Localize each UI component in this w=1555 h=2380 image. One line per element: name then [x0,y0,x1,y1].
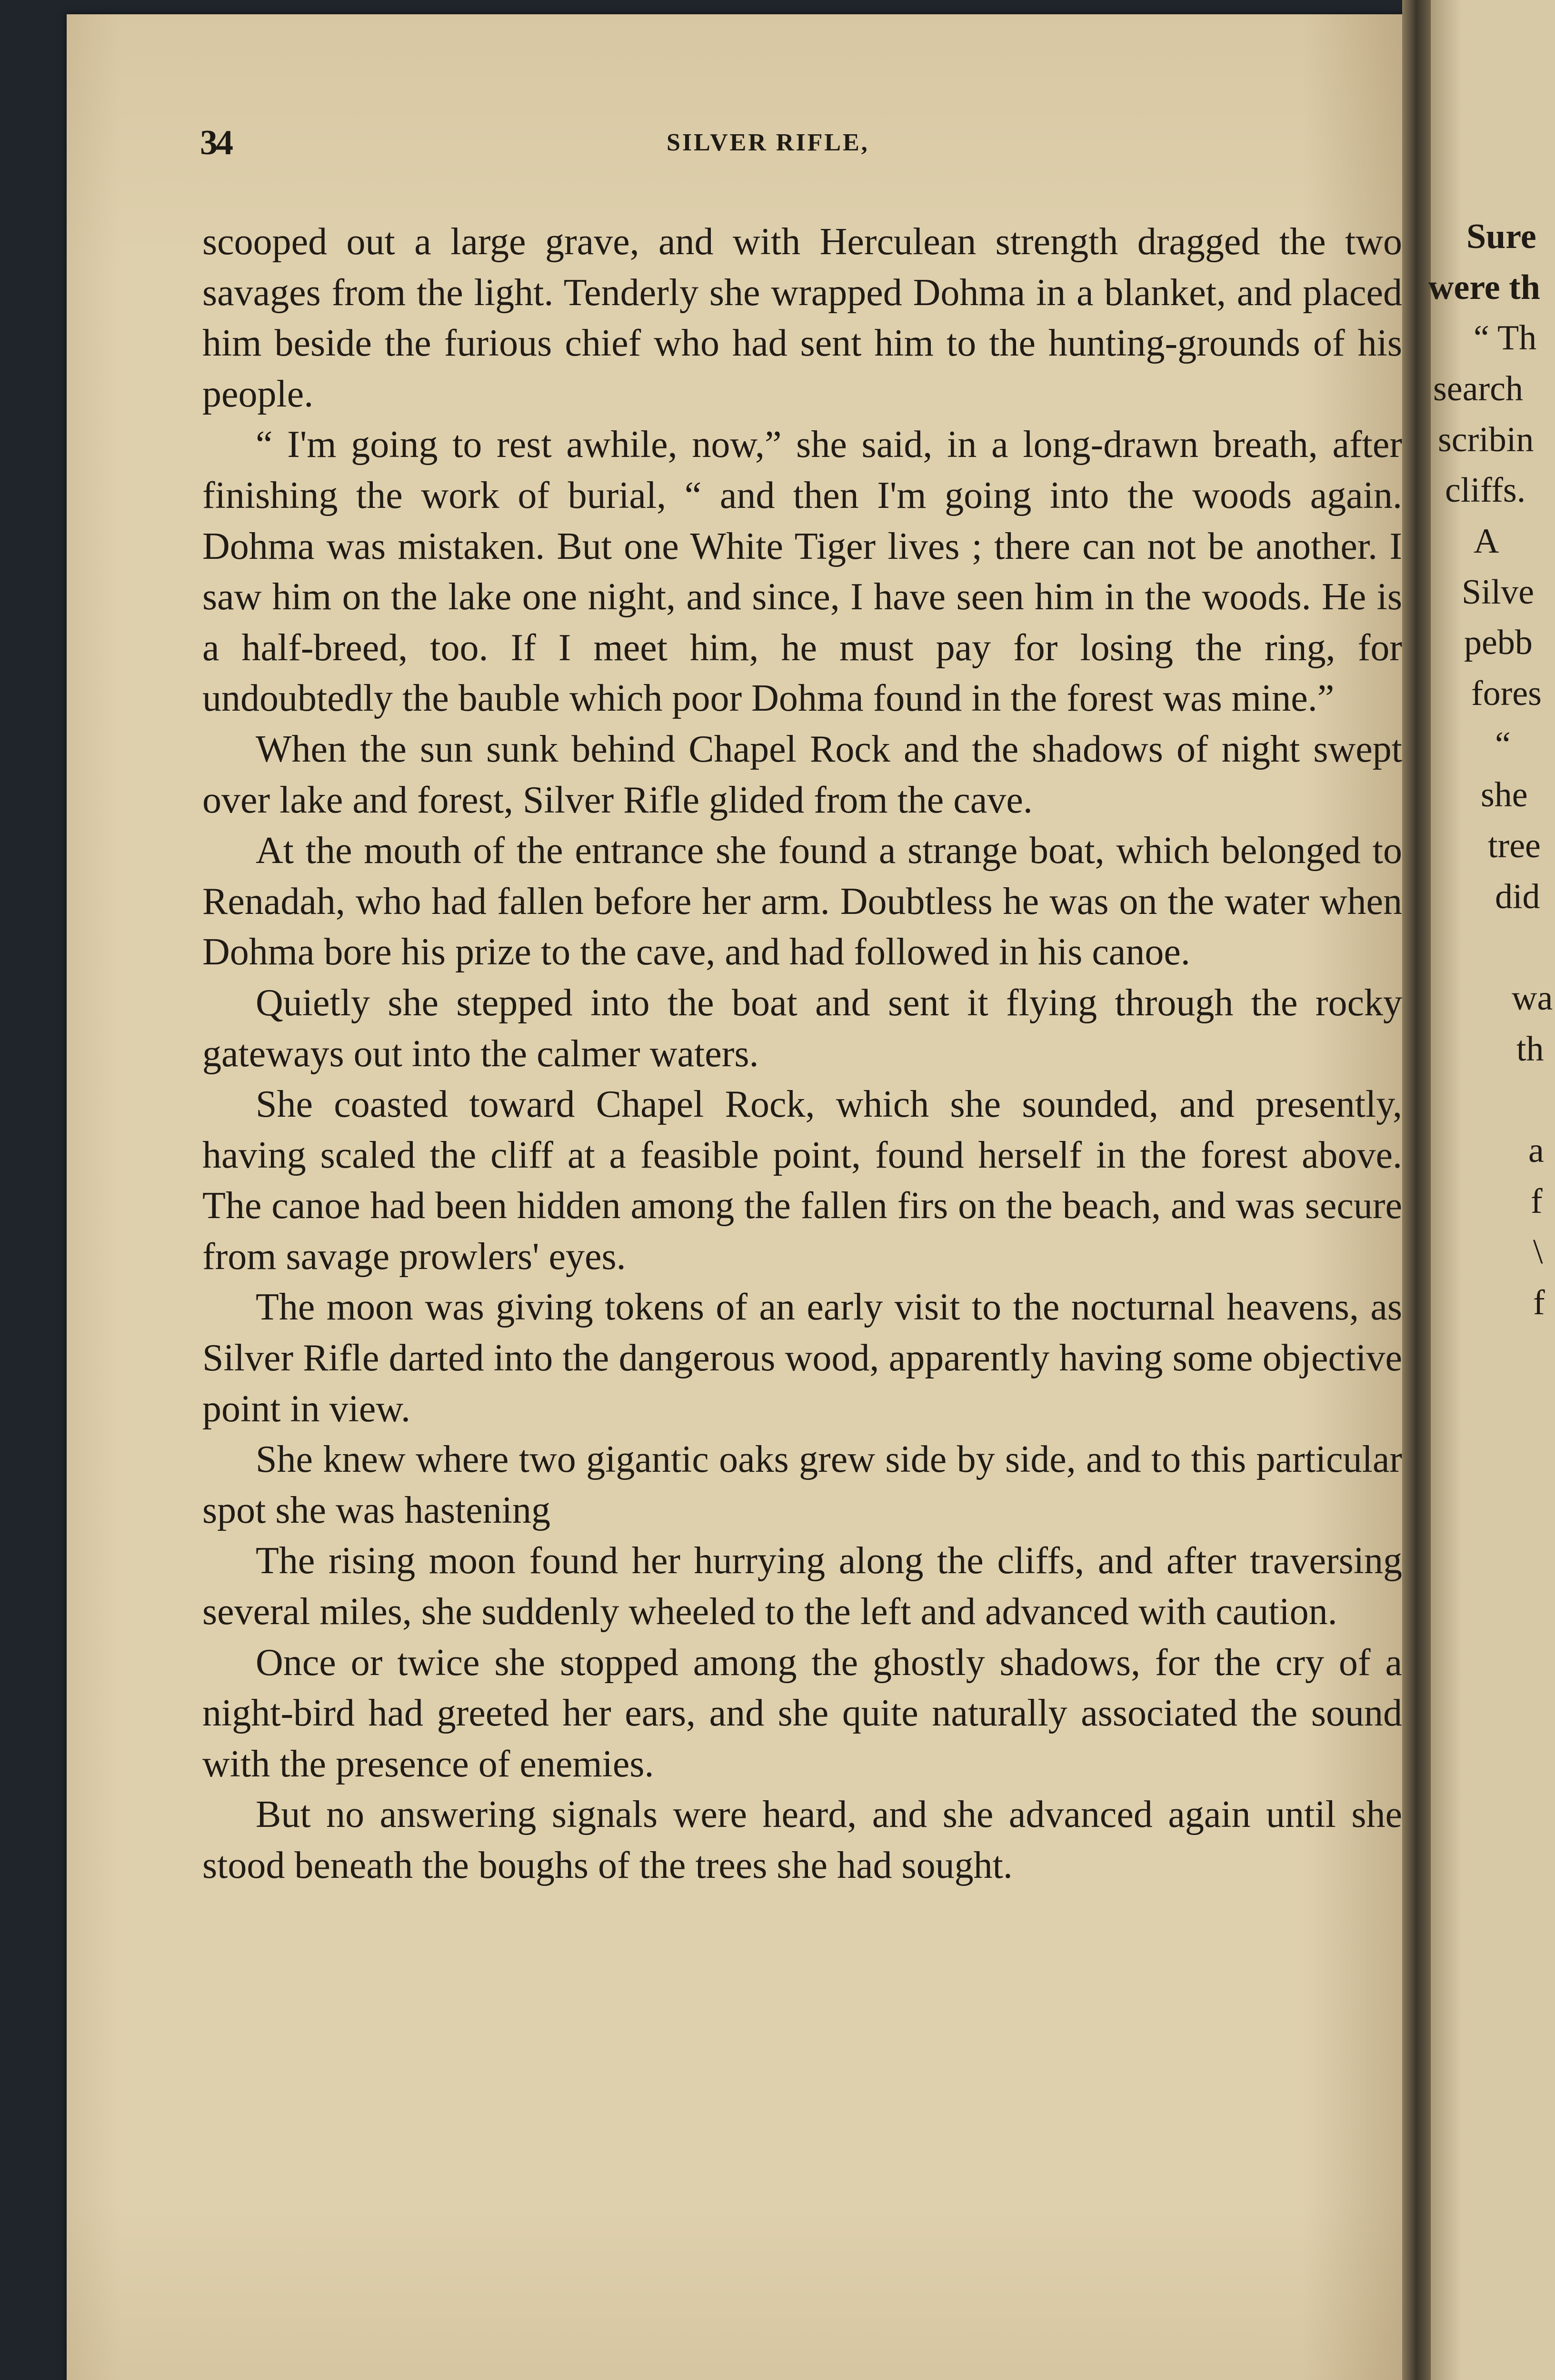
book-gutter [1402,0,1431,2380]
right-fragment: she [1481,775,1528,814]
paragraph: But no answering signals were heard, and she advanced again until she stood beneath the boughs of the trees she had sought. [202,1794,1402,1886]
paragraph: The rising moon found her hurrying along the cliffs, and after traversing several miles, she suddenly wheeled to the left and advanced with caution. [202,1540,1402,1633]
right-fragment: f [1531,1182,1543,1221]
running-head [200,123,1400,161]
right-fragment: f [1533,1283,1545,1322]
right-fragment: “ [1495,725,1511,764]
paragraph: scooped out a large grave, and with Herculean strength dragged the two savages from the light. Tenderly she wrapped Dohma in a blanket, and placed him beside the furious chief who had sent him to the hunting-grounds of his people. [202,221,1402,415]
right-fragment: wa [1512,979,1553,1018]
right-fragment: \ [1533,1232,1543,1271]
body-text [202,217,1402,1891]
paragraph: She knew where two gigantic oaks grew side by side, and to this particular spot she was hastening [202,1438,1402,1531]
paragraph: The moon was giving tokens of an early visit to the nocturnal heavens, as Silver Rifle darted into the dangerous wood, apparently having some objective point in view. [202,1286,1402,1430]
right-fragment: fores [1471,674,1542,713]
paragraph: “ I'm going to rest awhile, now,” she said, in a long-drawn breath, after finishing the work of burial, “ and then I'm going into the woods again. Dohma was mistaken. But one White Tiger lives ; there can not be another. I saw him on the lake one night, and since, I have seen him in the woods. He is a half-breed, too. If I meet him, he must pay for losing the ring, for undoubtedly the bauble which poor Dohma found in the forest was mine.” [202,424,1402,720]
right-fragment: tree [1488,826,1541,865]
paragraph: When the sun sunk behind Chapel Rock and the shadows of night swept over lake and forest, Silver Rifle glided from the cave. [202,728,1402,821]
right-fragment: cliffs. [1445,471,1526,510]
paragraph: She coasted toward Chapel Rock, which she sounded, and presently, having scaled the cliff at a feasible point, found herself in the forest above. The canoe had been hidden among the fallen firs on the beach, and was secure from savage prowlers' eyes. [202,1083,1402,1278]
right-fragment: A [1474,522,1499,561]
right-fragment: a [1528,1131,1544,1170]
paragraph: Once or twice she stopped among the ghostly shadows, for the cry of a night-bird had greeted her ears, and she quite naturally associated the sound with the presence of enemies. [202,1641,1402,1785]
right-fragment: search [1433,369,1523,408]
right-fragment: th [1516,1030,1544,1069]
right-fragment: “ Th [1474,318,1537,357]
right-fragment: Silve [1462,573,1535,612]
right-fragment: pebb [1464,623,1533,662]
paragraph: At the mouth of the entrance she found a strange boat, which belonged to Renadah, who had fallen before her arm. Doubtless he was on the water when Dohma bore his prize to the cave, and had followed in his canoe. [202,830,1402,973]
right-fragment: did [1495,877,1540,916]
paragraph: Quietly she stepped into the boat and sent it flying through the rocky gateways out into the calmer waters. [202,982,1402,1075]
right-fragment: Sure [1466,217,1536,256]
right-fragment: scribin [1438,420,1534,459]
right-fragment: were th [1428,268,1540,307]
running-title: SILVER RIFLE, [667,129,869,156]
page-number: 34 [200,123,231,162]
